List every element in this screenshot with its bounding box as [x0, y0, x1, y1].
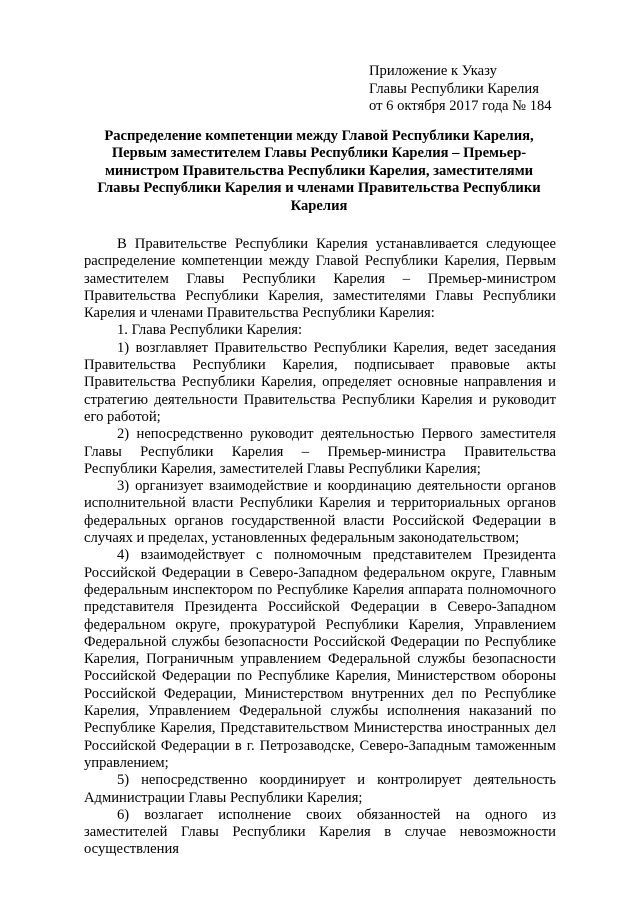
- list-item-4: 4) взаимодействует с полномочным представителем Президента Российской Федерации в Северо-Западном федеральном округе, Главным федеральным инспектором по Республике Карелия аппарата полномочного представителя Президента Российской Федерации в Северо-Западном федеральном округе, прокуратурой Республики Карелия, Управлением Федеральной службы безопасности Российской Федерации по Республике Карелия, Пограничным управлением Федеральной службы безопасности Российской Федерации по Республике Карелия, Министерством обороны Российской Федерации, Министерством внутренних дел по Республике Карелия, Управлением Федеральной службы исполнения наказаний по Республике Карелия, Представительством Министерства иностранных дел Российской Федерации в г. Петрозаводске, Северо-Западным таможенным управлением;: [84, 547, 556, 771]
- appendix-note: [369, 63, 552, 116]
- document-body: [84, 236, 556, 859]
- list-item-5: 5) непосредственно координирует и контролирует деятельность Администрации Главы Республики Карелия;: [84, 772, 556, 806]
- appendix-line-2: Главы Республики Карелия: [369, 80, 539, 97]
- list-item-1: 1) возглавляет Правительство Республики Карелия, ведет заседания Правительства Республики Карелия, подписывает правовые акты Правительства Республики Карелия, определяет основные направления и стратегию деятельности Правительства Республики Карелия и руководит его работой;: [84, 339, 556, 425]
- section-heading-head-of-republic: 1. Глава Республики Карелия:: [117, 322, 303, 339]
- list-item-6: 6) возлагает исполнение своих обязанностей на одного из заместителей Главы Республики Карелия в случае невозможности осуществления: [84, 806, 556, 858]
- appendix-line-1: Приложение к Указу: [369, 63, 497, 79]
- appendix-line-3: от 6 октября 2017 года № 184: [369, 98, 552, 114]
- list-item-3: 3) организует взаимодействие и координацию деятельности органов исполнительной власти Республики Карелия и территориальных органов федеральных органов государственной власти Российской Федерации в случаях и пределах, установленных федеральным законодательством;: [84, 478, 556, 547]
- intro-paragraph: В Правительстве Республики Карелия устанавливается следующее распределение компетенции между Главой Республики Карелия, Первым заместителем Главы Республики Карелия – Премьер-министром Правительства Республики Карелия, заместителями Главы Республики Карелия и членами Правительства Республики Карелия:: [84, 236, 556, 322]
- document-title: Распределение компетенции между Главой Республики Карелия, Первым заместителем Главы Республики Карелия – Премьер-министром Правительства Республики Карелия, заместителями Главы Республики Карелия и членами Правительства Республики Карелия: [97, 128, 541, 214]
- list-item-2: 2) непосредственно руководит деятельностью Первого заместителя Главы Республики Карелия – Премьер-министра Правительства Республики Карелия, заместителей Главы Республики Карелия;: [84, 426, 556, 477]
